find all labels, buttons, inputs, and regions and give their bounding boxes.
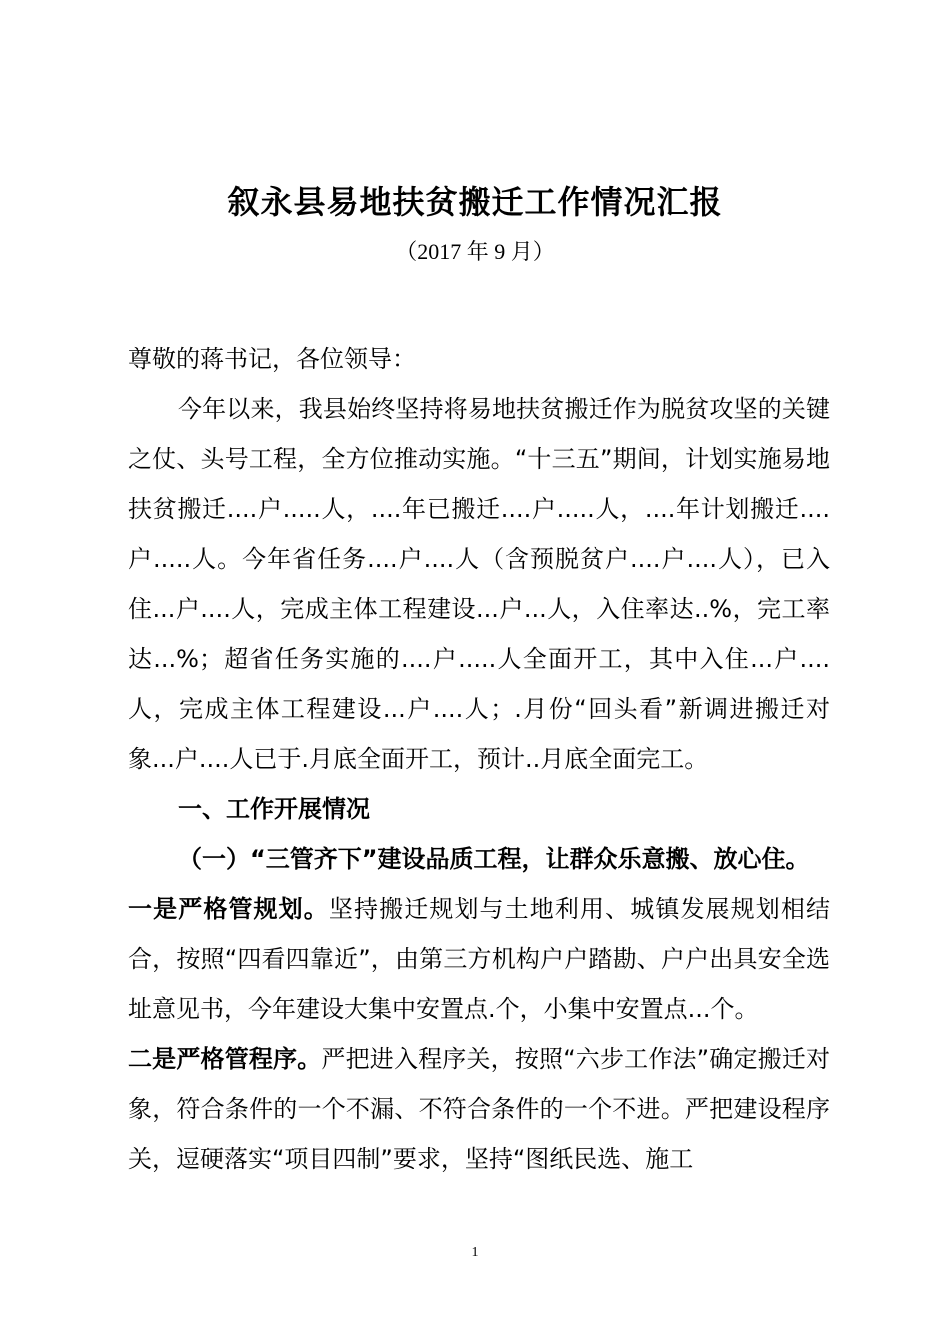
- salutation: 尊敬的蒋书记，各位领导：: [128, 345, 416, 373]
- subsection-heading: （一）“三管齐下”建设品质工程，让群众乐意搬、放心住。: [178, 845, 810, 873]
- point-text-2: 严把进入程序关，按照“六步工作法”确定搬迁对象，符合条件的一个不漏、不符合条件的一个不进。严把建设程序关，逗硬落实“项目四制”要求，坚持“图纸民选、施工: [128, 1045, 830, 1173]
- intro-paragraph: 今年以来，我县始终坚持将易地扶贫搬迁作为脱贫攻坚的关键之仗、头号工程，全方位推动实施。“十三五”期间，计划实施易地扶贫搬迁....户.....人，....年已搬迁....户.....人，....年计划搬迁....户.....人。今年省任务....户....人（含预脱贫户....户....人），已入住...户....人，完成主体工程建设...户...人，入住率达..%，完工率达...%；超省任务实施的....户.....人全面开工，其中入住...户....人，完成主体工程建设...户....人；.月份“回头看”新调进搬迁对象...户....人已于.月底全面开工，预计..月底全面完工。: [128, 395, 830, 773]
- point-text-1: 坚持搬迁规划与土地利用、城镇发展规划相结合，按照“四看四靠近”，由第三方机构户户踏勘、户户出具安全选址意见书，今年建设大集中安置点.个，小集中安置点...个。: [128, 895, 831, 1023]
- point-label-2: 二是严格管程序。: [128, 1045, 322, 1073]
- document-date: （2017 年 9 月）: [395, 239, 555, 264]
- section-heading: 一、工作开展情况: [178, 795, 370, 823]
- document-title: 叙永县易地扶贫搬迁工作情况汇报: [227, 183, 723, 221]
- point-paragraph-1: [128, 884, 830, 1034]
- page-number: 1: [471, 1245, 479, 1260]
- document-body: [128, 334, 830, 1184]
- point-label-1: 一是严格管规划。: [128, 895, 329, 923]
- point-paragraph-2: [128, 1034, 830, 1184]
